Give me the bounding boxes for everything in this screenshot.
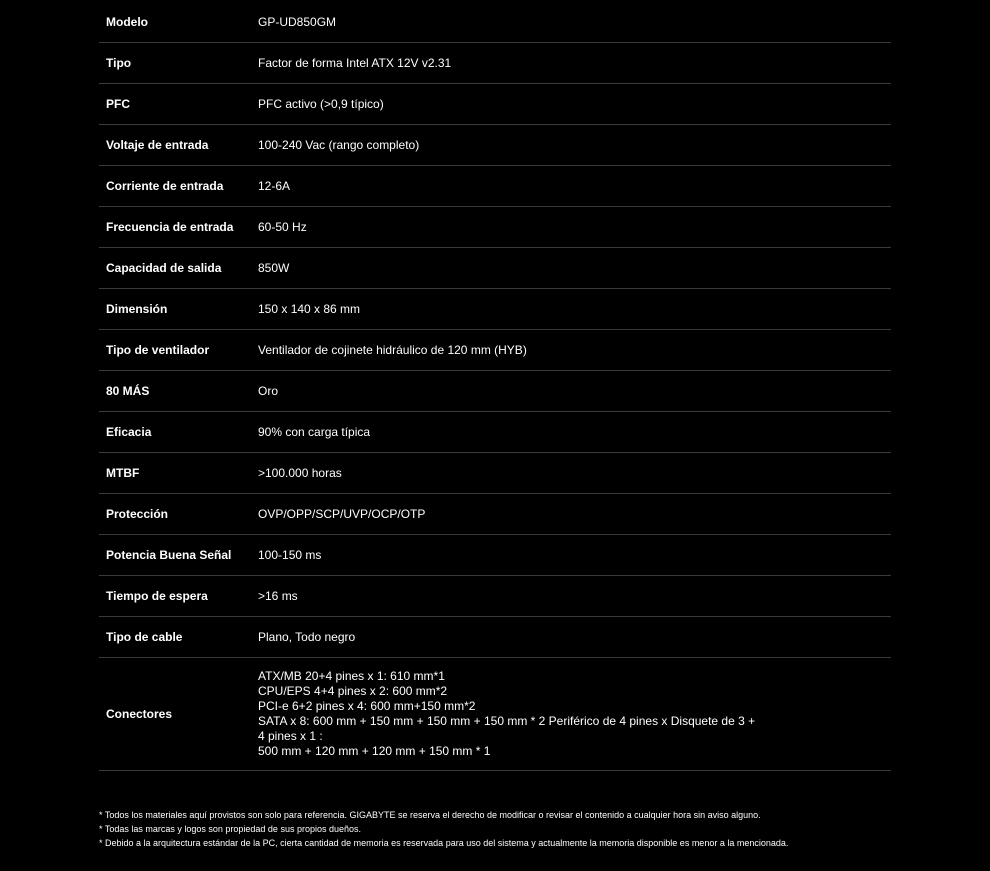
spec-row-proteccion xyxy=(99,494,891,535)
spec-row-voltaje xyxy=(99,125,891,166)
spec-label: 80 MÁS xyxy=(106,384,150,398)
spec-label: Voltaje de entrada xyxy=(106,138,209,152)
spec-value: OVP/OPP/SCP/UVP/OCP/OTP xyxy=(258,506,426,521)
spec-label: MTBF xyxy=(106,466,140,480)
footnote: * Debido a la arquitectura estándar de la PC, cierta cantidad de memoria es reservada para uso del sistema y actualmente la memoria disponible es menor a la mencionada. xyxy=(99,838,789,848)
spec-label: Tipo de cable xyxy=(106,630,183,644)
spec-row-corriente xyxy=(99,166,891,207)
spec-value: 90% con carga típica xyxy=(258,424,371,439)
connector-line: CPU/EPS 4+4 pines x 2: 600 mm*2 xyxy=(258,684,448,698)
spec-value: Plano, Todo negro xyxy=(258,629,356,644)
spec-row-tiempo-espera xyxy=(99,576,891,617)
spec-value: PFC activo (>0,9 típico) xyxy=(258,96,384,111)
spec-label: PFC xyxy=(106,97,130,111)
spec-row-ventilador xyxy=(99,330,891,371)
spec-label: Modelo xyxy=(106,15,148,29)
spec-label: Dimensión xyxy=(106,302,168,316)
spec-label: Frecuencia de entrada xyxy=(106,220,234,234)
spec-row-modelo xyxy=(99,2,891,43)
connector-list xyxy=(258,669,891,759)
spec-row-power-good xyxy=(99,535,891,576)
footnotes xyxy=(99,808,959,850)
spec-label: Corriente de entrada xyxy=(106,179,224,193)
connector-line: SATA x 8: 600 mm + 150 mm + 150 mm + 150 mm * 2 Periférico de 4 pines x Disquete de 3 + xyxy=(258,714,756,728)
spec-value: GP-UD850GM xyxy=(258,14,337,29)
footnote: * Todas las marcas y logos son propiedad de sus propios dueños. xyxy=(99,824,361,834)
spec-row-tipo xyxy=(99,43,891,84)
spec-row-tipo-cable xyxy=(99,617,891,658)
spec-row-80plus xyxy=(99,371,891,412)
spec-value: 850W xyxy=(258,260,290,275)
spec-row-eficacia xyxy=(99,412,891,453)
spec-label: Tipo de ventilador xyxy=(106,343,210,357)
spec-value: >100.000 horas xyxy=(258,465,342,480)
connector-line: 4 pines x 1 : xyxy=(258,729,323,743)
spec-value: >16 ms xyxy=(258,588,298,603)
spec-value: Ventilador de cojinete hidráulico de 120 mm (HYB) xyxy=(258,342,527,357)
spec-value: 60-50 Hz xyxy=(258,219,307,234)
spec-value: Oro xyxy=(258,383,279,398)
spec-value: 12-6A xyxy=(258,178,291,193)
spec-row-dimension xyxy=(99,289,891,330)
connector-line: 500 mm + 120 mm + 120 mm + 150 mm * 1 xyxy=(258,744,491,758)
connector-line: PCI-e 6+2 pines x 4: 600 mm+150 mm*2 xyxy=(258,699,476,713)
spec-value: 150 x 140 x 86 mm xyxy=(258,301,361,316)
spec-value: Factor de forma Intel ATX 12V v2.31 xyxy=(258,55,452,70)
spec-value: 100-150 ms xyxy=(258,547,322,562)
spec-value: 100-240 Vac (rango completo) xyxy=(258,137,420,152)
spec-label: Capacidad de salida xyxy=(106,261,222,275)
spec-row-frecuencia xyxy=(99,207,891,248)
footnote: * Todos los materiales aquí provistos son solo para referencia. GIGABYTE se reserva el derecho de modificar o revisar el contenido a cualquier hora sin aviso alguno. xyxy=(99,810,761,820)
spec-label: Eficacia xyxy=(106,425,152,439)
spec-row-pfc xyxy=(99,84,891,125)
spec-row-conectores xyxy=(99,658,891,771)
spec-label: Potencia Buena Señal xyxy=(106,548,232,562)
connector-line: ATX/MB 20+4 pines x 1: 610 mm*1 xyxy=(258,669,445,683)
spec-table xyxy=(99,2,891,771)
spec-label: Tiempo de espera xyxy=(106,589,208,603)
spec-label: Protección xyxy=(106,507,169,521)
spec-row-capacidad xyxy=(99,248,891,289)
spec-label: Tipo xyxy=(106,56,132,70)
spec-label: Conectores xyxy=(106,707,173,721)
spec-row-mtbf xyxy=(99,453,891,494)
